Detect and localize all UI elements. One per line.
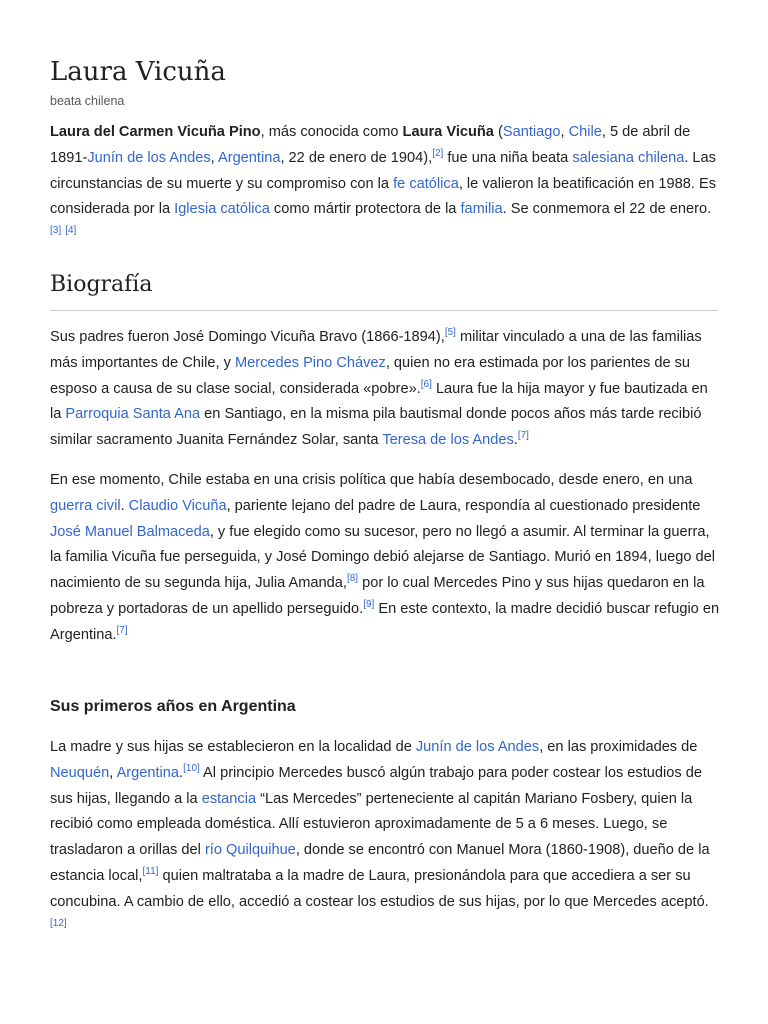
link-guerra-civil[interactable]: guerra civil: [50, 497, 121, 514]
link-claudio-vicuna[interactable]: Claudio Vicuña: [128, 497, 227, 514]
section-heading-biografia: Biografía: [50, 266, 718, 311]
link-iglesia-catolica[interactable]: Iglesia católica: [174, 201, 270, 218]
link-santiago[interactable]: Santiago: [502, 124, 561, 140]
text: fue una niña beata: [443, 149, 573, 166]
text: ,: [560, 124, 569, 140]
citation-ref[interactable]: [9]: [363, 598, 375, 610]
text: .: [513, 432, 518, 449]
text: quien maltrataba a la madre de Laura, presionándola para que accediera a ser su concubina. A cambio de ello, accedió a costear los estudios de sus hijas, por lo que Mercedes aceptó.: [50, 867, 709, 910]
link-estancia[interactable]: estancia: [201, 790, 257, 807]
text: En este contexto, la madre decidió buscar refugio en Argentina.: [50, 600, 720, 643]
link-junin-de-los-andes[interactable]: Junín de los Andes: [87, 149, 211, 166]
text: (: [493, 124, 503, 140]
text: Laura fue la hija mayor y fue bautizada en la: [50, 380, 708, 423]
text: , en las proximidades de: [539, 739, 698, 755]
link-jose-manuel-balmaceda[interactable]: José Manuel Balmaceda: [50, 523, 210, 540]
text: “Las Mercedes” perteneciente al capitán Mariano Fosbery, quien la recibió como empleada doméstica. Allí estuvieron aproximadamente de 5 a 6 meses. Luego, se trasladaron a orillas del: [50, 790, 693, 859]
text: , más conocida como: [260, 124, 403, 140]
text: .: [179, 764, 184, 781]
text: , y fue elegido como su sucesor, pero no llegó a asumir. Al terminar la guerra, la familia Vicuña fue perseguida, y José Domingo debió alejarse de Santiago. Murió en 1894, luego del nacimiento de su segunda hija, Julia Amanda,: [50, 523, 715, 592]
citation-ref[interactable]: [11]: [142, 865, 159, 877]
text: militar vinculado a una de las familias más importantes de Chile, y: [50, 329, 702, 371]
text: , pariente lejano del padre de Laura, respondía al cuestionado presidente: [226, 497, 701, 514]
citation-ref[interactable]: [3]: [50, 225, 62, 237]
citation-ref[interactable]: [10]: [183, 762, 200, 774]
link-fe-catolica[interactable]: fe católica: [393, 175, 459, 192]
bold-short-name: Laura Vicuña: [402, 124, 494, 140]
citation-ref[interactable]: [2]: [432, 147, 444, 159]
text: . Se conmemora el 22 de enero.: [502, 201, 712, 218]
link-neuquen[interactable]: Neuquén: [50, 764, 110, 781]
text: como mártir protectora de la: [269, 201, 461, 218]
text: Al principio Mercedes buscó algún trabajo para poder costear los estudios de sus hijas, llegando a la: [50, 764, 702, 807]
page-title: Laura Vicuña: [50, 57, 226, 87]
link-argentina[interactable]: Argentina: [217, 149, 281, 166]
citation-ref[interactable]: [12]: [50, 917, 67, 929]
citation-ref[interactable]: [7]: [116, 624, 128, 636]
link-junin-de-los-andes[interactable]: Junín de los Andes: [415, 739, 540, 755]
text: , 5 de abril de 1891-: [50, 124, 691, 166]
text: En ese momento, Chile estaba en una crisis política que había desembocado, desde enero, en una: [50, 472, 693, 488]
citation-ref[interactable]: [5]: [444, 327, 456, 338]
link-teresa-de-los-andes[interactable]: Teresa de los Andes: [382, 432, 514, 449]
link-argentina[interactable]: Argentina: [116, 764, 180, 781]
text: en Santiago, en la misma pila bautismal donde pocos años más tarde recibió similar sacramento Juanita Fernández Solar, santa: [50, 406, 702, 449]
text: ,: [109, 764, 117, 781]
page-subtitle: beata chilena: [50, 94, 125, 108]
link-parroquia-santa-ana[interactable]: Parroquia Santa Ana: [65, 406, 201, 423]
intro-paragraph: [50, 120, 722, 249]
citation-ref[interactable]: [6]: [420, 378, 432, 390]
text: , quien no era estimada por los parientes de su esposo a causa de su clase social, considerada «pobre».: [50, 354, 691, 397]
link-rio-quilquihue[interactable]: río Quilquihue: [204, 842, 296, 859]
text: Sus padres fueron José Domingo Vicuña Bravo (1866-1894),: [50, 329, 445, 345]
citation-ref[interactable]: [4]: [65, 225, 77, 237]
link-mercedes-pino-chavez[interactable]: Mercedes Pino Chávez: [234, 354, 386, 371]
text: por lo cual Mercedes Pino y sus hijas quedaron en la pobreza y portadoras de un apellido perseguido.: [50, 575, 705, 617]
link-familia[interactable]: familia: [460, 201, 503, 218]
text: La madre y sus hijas se establecieron en la localidad de: [50, 739, 416, 755]
citation-ref[interactable]: [7]: [517, 430, 529, 442]
text: , donde se encontró con Manuel Mora (1860-1908), dueño de la estancia local,: [50, 842, 710, 884]
biografia-paragraph-1: [50, 325, 722, 454]
text: , le valieron la beatificación en 1988. Es considerada por la: [50, 175, 717, 218]
citation-ref[interactable]: [8]: [346, 573, 359, 585]
bold-full-name: Laura del Carmen Vicuña Pino: [50, 124, 261, 140]
link-salesiana-chilena[interactable]: salesiana chilena: [572, 149, 685, 166]
text: ,: [210, 149, 218, 166]
text: . Las circunstancias de su muerte y su compromiso con la: [50, 149, 716, 192]
link-chile[interactable]: Chile: [568, 124, 602, 140]
primeros-paragraph-1: [50, 735, 722, 941]
biografia-paragraph-2: [50, 468, 722, 649]
text: , 22 de enero de 1904),: [280, 149, 433, 166]
text: .: [120, 497, 129, 514]
subsection-heading-primeros-anos: Sus primeros años en Argentina: [50, 698, 296, 715]
